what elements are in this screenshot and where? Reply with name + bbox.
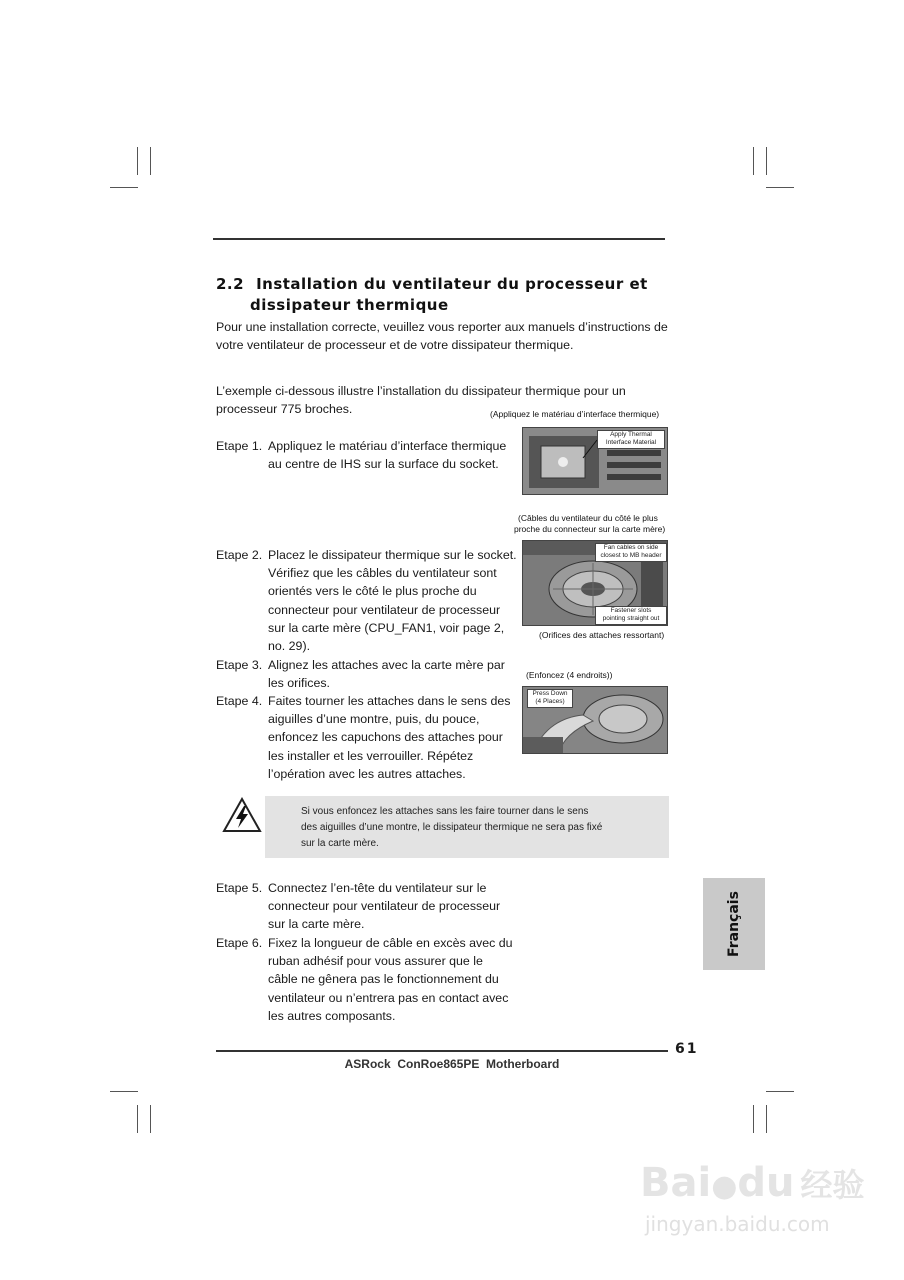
- step-1: [216, 437, 516, 477]
- figure1-caption: (Appliquez le matériau d’interface thermique): [490, 409, 660, 419]
- example-line: processeur 775 broches.: [216, 402, 353, 417]
- step-4: [216, 692, 526, 784]
- step-3: [216, 656, 526, 694]
- figure2-caption: (Câbles du ventilateur du côté le plus proche du connecteur sur la carte mère): [514, 513, 666, 534]
- figure2-callout-top: Fan cables on side closest to MB header: [595, 543, 667, 562]
- crop-mark: [766, 147, 767, 175]
- step-label: Etape 3.: [216, 658, 263, 672]
- crop-mark: [137, 1105, 138, 1133]
- step-text: Placez le dissipateur thermique sur le socket. Vérifiez que les câbles du ventilateur sont orientés vers le côté le plus proche du connecteur pour ventilateur de processeur sur la carte mère (CPU_FAN1, voir page 2, no. 29).: [268, 548, 517, 654]
- step-label: Etape 6.: [216, 936, 263, 950]
- step-label: Etape 1.: [216, 439, 263, 453]
- section-title: Installation du ventilateur du processeur et: [256, 275, 648, 293]
- step-text: Faites tourner les attaches dans le sens des aiguilles d’une montre, puis, du pouce, enfoncez les capuchons des attaches pour les installer et les verrouiller. Répétez l’opération avec les autres attaches.: [268, 694, 511, 781]
- step-2: [216, 546, 526, 656]
- figure1-photo: [522, 427, 668, 495]
- step-label: Etape 4.: [216, 694, 263, 708]
- language-tab: Français: [703, 878, 765, 970]
- intro-line: Pour une installation correcte, veuillez vous reporter aux manuels d’instructions de: [216, 320, 668, 334]
- crop-mark: [766, 1091, 794, 1092]
- crop-mark: [753, 147, 754, 175]
- footer-product: ASRock ConRoe865PE Motherboard: [344, 1057, 560, 1071]
- step-text: Appliquez le matériau d’interface thermique au centre de IHS sur la surface du socket.: [268, 439, 507, 472]
- header-rule: [213, 238, 665, 240]
- warning-icon: [222, 797, 262, 835]
- step-text: Fixez la longueur de câble en excès avec du ruban adhésif pour vous assurer que le câble ne gênera pas le fonctionnement du ventilateur ou n’entrera pas en contact avec les autres composants.: [268, 936, 513, 1023]
- figure1-callout: Apply Thermal Interface Material: [597, 430, 665, 449]
- step-label: Etape 2.: [216, 548, 263, 562]
- step-label: Etape 5.: [216, 881, 263, 895]
- watermark-url: jingyan.baidu.com: [645, 1212, 830, 1236]
- warning-box: [265, 796, 669, 858]
- section-heading: [216, 275, 648, 314]
- figure3-caption: (Enfoncez (4 endroits)): [526, 670, 613, 680]
- step-6: [216, 934, 526, 1026]
- crop-mark: [110, 1091, 138, 1092]
- figure3-photo: [522, 686, 668, 754]
- crop-mark: [766, 187, 794, 188]
- figure2-caption-bottom: (Orifices des attaches ressortant): [539, 630, 665, 640]
- figure3-callout: Press Down (4 Places): [527, 689, 573, 708]
- crop-mark: [150, 1105, 151, 1133]
- example-line: L’exemple ci-dessous illustre l’installation du dissipateur thermique pour un: [216, 384, 626, 398]
- section-title-cont: dissipateur thermique: [250, 296, 449, 314]
- intro-line: votre ventilateur de processeur et de votre dissipateur thermique.: [216, 338, 574, 353]
- step-text: Alignez les attaches avec la carte mère par les orifices.: [268, 658, 505, 691]
- watermark-logo: Bai●du 经验: [640, 1160, 865, 1206]
- figure2-callout-bottom: Fastener slots pointing straight out: [595, 606, 667, 625]
- crop-mark: [137, 147, 138, 175]
- step-text: Connectez l’en-tête du ventilateur sur le connecteur pour ventilateur de processeur sur la carte mère.: [268, 881, 501, 932]
- crop-mark: [753, 1105, 754, 1133]
- section-number: 2.2: [216, 275, 245, 293]
- crop-mark: [110, 187, 138, 188]
- paw-icon: ●: [711, 1169, 738, 1204]
- crop-mark: [766, 1105, 767, 1133]
- crop-mark: [150, 147, 151, 175]
- page-number: 61: [675, 1041, 699, 1057]
- intro-paragraph: [216, 318, 676, 355]
- footer-rule: [216, 1050, 668, 1052]
- warning-text: Si vous enfoncez les attaches sans les faire tourner dans le sens des aiguilles d’une montre, le dissipateur thermique ne sera pas fixé sur la carte mère.: [301, 806, 603, 849]
- step-5: [216, 879, 526, 935]
- figure2-photo: [522, 540, 668, 626]
